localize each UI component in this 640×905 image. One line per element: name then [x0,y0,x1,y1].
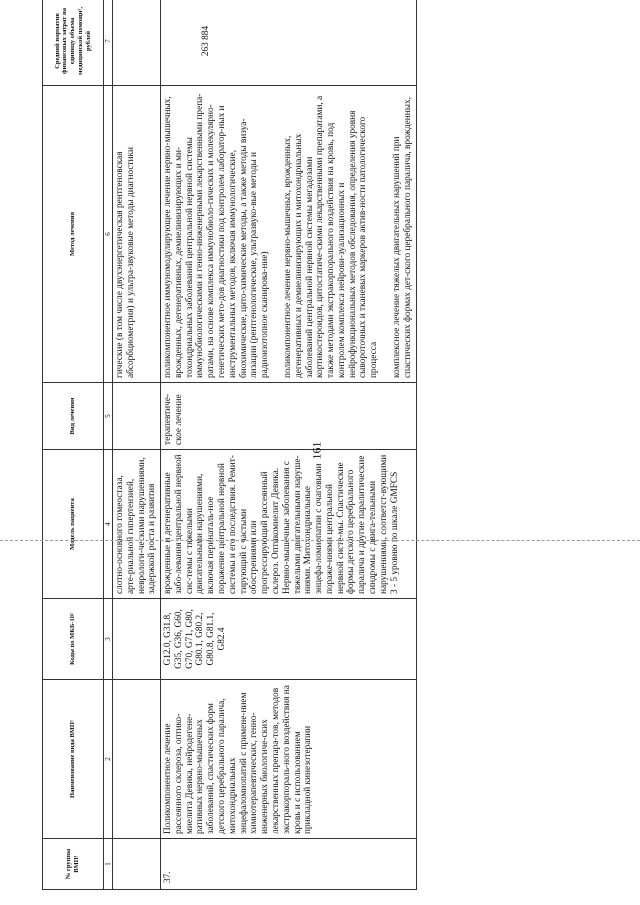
treatment-methods [161,86,416,383]
page-number: 161 [309,441,324,460]
column-number: 7 [104,0,113,86]
table-header-row [43,0,104,890]
vmp-name: Поликомпонентное лечение рассеянного склероза, оптико-миелита Девика, нейродегене-ративных нервно-мышечных заболеваний, спастических форм детского церебрального паралича, митохондриальных энцефаломиопатий с примене-нием химиотерапевтических, генно-инженерных биологиче-ских лекарственных препара-тов, методов экстракорпораль-ного воздействия на кровь и с использованием прикладной кинезотерапии [161,680,416,839]
empty-cell [113,680,161,839]
continuation-patient-model: слотно-основного гомеостаза, арте-риальной гипертензией, неврологи-ческими нарушениями, задержкой роста и развития [113,450,161,599]
patient-model: врожденные и дегенеративные забо-левания центральной нервной сис-темы с тяжелыми двигательными нарушениями, включая перинаталь-ное поражение центральной нервной системы и его последствия. Ремит-тирующий с частыми обострениями или прогрессирующий рассеянный склероз. Оптикомиелит Девика. Нервно-мышечные заболевания с тяжелыми двигательными наруше-ниями. Митохондриальные энцефа-ломиопатии с очаговыми пораже-ниями центральной нервной систе-мы. Спастические формы детского церебрального паралича и другие паралитические синдромы с двига-тельными нарушениями, соответст-вующими 3 - 5 уровню по шкале GMFCS [161,450,416,599]
vmp-table [42,0,417,890]
header-patient-model: Модель пациента [43,450,104,599]
header-treatment-type: Вид лечения [43,383,104,450]
continuation-row [113,0,161,890]
spacer [271,90,283,378]
cost-norm: 263 884 [161,0,416,86]
column-number: 5 [104,383,113,450]
treatment-type: терапевтиче-ское лечение [161,383,416,450]
treatment-method-3: комплексное лечение тяжелых двигательных нарушений при спастических формах дет-ского церебрального паралича, врожденных, [391,97,413,378]
empty-cell [113,383,161,450]
treatment-method-2: поликомпонентное лечение нервно-мышечных, врожденных, дегенеративных и демиелинизирующих и митохондриальных заболеваний центральной нервной системы мегадозами кортикостероидов, цитостатиче-скими лекарственными препаратами, а также методами экстракорпорального воздействия на кровь, под контролем комплекса нейрови-зуализационных и нейрофункциональных методов обследования, определения уровня сывороточных и тканевых маркеров актив-ности патологического процесса [282,95,380,378]
column-number: 6 [104,86,113,383]
column-number: 1 [104,839,113,890]
header-vmp-name: Наименование вида ВМП¹ [43,680,104,839]
empty-cell [113,599,161,680]
dashed-cut-line [0,540,640,541]
column-number: 3 [104,599,113,680]
continuation-treatment-method: гические (в том числе двухэнергетическая рентгеновская абсорбциометрия) и ультра-звуковые методы диагностики [113,86,161,383]
empty-cell [113,0,161,86]
header-treatment-method: Метод лечения [43,86,104,383]
treatment-method-1: поликомпонентное иммуномодулирующее лечение нервно-мышечных, врожденных, дегенеративных, демиелинизирующих и ми-тохондриальных заболеваний центральной нервной системы иммунобиологическими и генно-инженерными лекарственными препа-ратами, на основе комплекса иммунобиоло-гических и молекулярно-генетических мето-дов диагностики под контролем лаборатор-ных и инструментальных методов, включая иммунологические, биохимические, цито-химические методы, а также методы визуа-лизации (рентгенологические, ультразвуко-вые методы и радиоизотопное сканирова-ние) [163,93,271,378]
column-number: 4 [104,450,113,599]
group-number: 37. [161,839,416,890]
header-cost-norm: Средний норматив финансовых затрат на единицу объема медицинской помощи³, рублей [43,0,104,86]
table-row-37 [161,0,416,890]
column-number-row [104,0,113,890]
header-icd-codes: Коды по МКБ-10² [43,599,104,680]
header-group-number: № группы ВМП¹ [43,839,104,890]
column-number: 2 [104,680,113,839]
icd-codes: G12.0, G31.8, G35, G36, G60, G70, G71, G80, G80.1, G80.2, G80.8, G81.1, G82.4 [161,599,416,680]
spacer [380,90,392,378]
empty-cell [113,839,161,890]
